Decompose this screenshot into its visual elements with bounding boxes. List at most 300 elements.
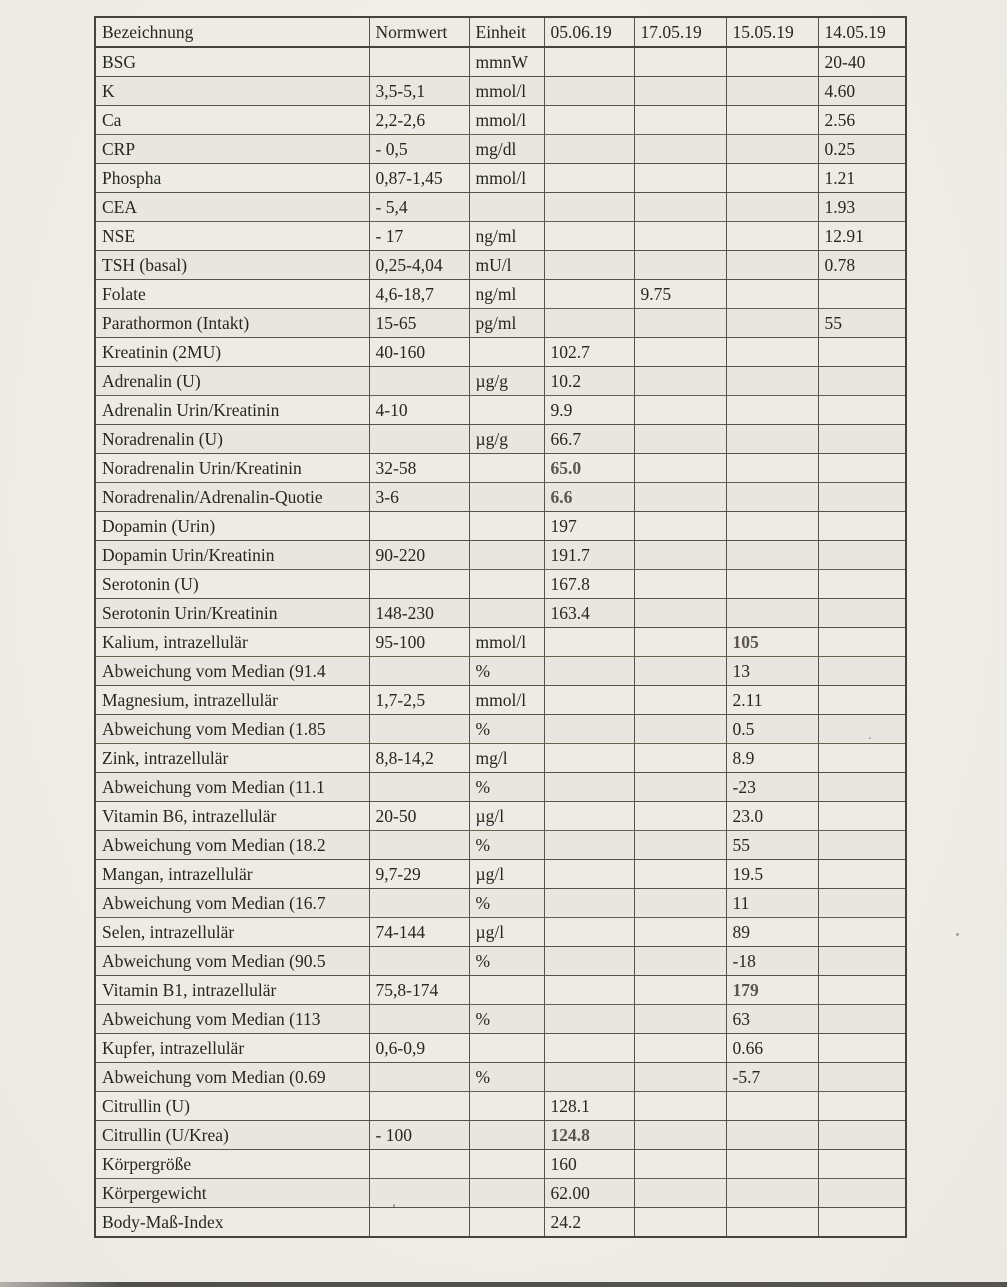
table-row [95,686,906,715]
table-row [95,483,906,512]
value-cell [726,1179,818,1208]
value-cell [544,1063,634,1092]
value-cell [369,47,469,77]
value-cell [726,570,818,599]
value-cell: 0,6-0,9 [369,1034,469,1063]
parameter-name-cell: Abweichung vom Median (90.5 [95,947,369,976]
table-row [95,1179,906,1208]
value-cell [469,599,544,628]
value-cell: 13 [726,657,818,686]
value-cell: % [469,947,544,976]
value-cell [726,251,818,280]
value-cell [544,802,634,831]
value-cell [369,831,469,860]
parameter-name-cell: Adrenalin Urin/Kreatinin [95,396,369,425]
value-cell [818,657,906,686]
value-cell: % [469,657,544,686]
value-cell [726,396,818,425]
header-row [95,17,906,47]
table-row [95,251,906,280]
value-cell: mU/l [469,251,544,280]
parameter-name-cell: Citrullin (U) [95,1092,369,1121]
parameter-name-cell: Serotonin (U) [95,570,369,599]
value-cell: 102.7 [544,338,634,367]
value-cell [634,541,726,570]
value-cell: - 100 [369,1121,469,1150]
value-cell [818,599,906,628]
value-cell [818,396,906,425]
value-cell: % [469,773,544,802]
column-header: Bezeichnung [95,17,369,47]
value-cell [634,686,726,715]
table-row [95,1092,906,1121]
value-cell: -23 [726,773,818,802]
value-cell [634,889,726,918]
value-cell: 9.75 [634,280,726,309]
value-cell: 12.91 [818,222,906,251]
value-cell [634,454,726,483]
value-cell [544,715,634,744]
value-cell: 32-58 [369,454,469,483]
value-cell: 2,2-2,6 [369,106,469,135]
table-row [95,1150,906,1179]
value-cell: 0.66 [726,1034,818,1063]
value-cell: 55 [726,831,818,860]
value-cell [818,889,906,918]
value-cell [634,773,726,802]
parameter-name-cell: Parathormon (Intakt) [95,309,369,338]
value-cell: µg/l [469,860,544,889]
value-cell: 4.60 [818,77,906,106]
parameter-name-cell: Abweichung vom Median (16.7 [95,889,369,918]
value-cell [369,1092,469,1121]
parameter-name-cell: Abweichung vom Median (91.4 [95,657,369,686]
value-cell [469,1034,544,1063]
value-cell: µg/g [469,425,544,454]
value-cell [544,251,634,280]
value-cell [469,338,544,367]
table-row [95,1063,906,1092]
parameter-name-cell: Ca [95,106,369,135]
table-row [95,309,906,338]
value-cell: 55 [818,309,906,338]
column-header: 15.05.19 [726,17,818,47]
value-cell [634,338,726,367]
parameter-name-cell: Abweichung vom Median (113 [95,1005,369,1034]
value-cell [634,425,726,454]
value-cell [469,1092,544,1121]
column-header: 17.05.19 [634,17,726,47]
parameter-name-cell: Noradrenalin Urin/Kreatinin [95,454,369,483]
value-cell [469,193,544,222]
value-cell [818,686,906,715]
value-cell [726,135,818,164]
parameter-name-cell: Zink, intrazellulär [95,744,369,773]
parameter-name-cell: Noradrenalin/Adrenalin-Quotie [95,483,369,512]
parameter-name-cell: Magnesium, intrazellulär [95,686,369,715]
value-cell [634,1121,726,1150]
value-cell [469,570,544,599]
value-cell [726,541,818,570]
table-row [95,106,906,135]
value-cell: mmol/l [469,628,544,657]
value-cell [634,628,726,657]
value-cell: µg/g [469,367,544,396]
value-cell: 1.21 [818,164,906,193]
value-cell [544,47,634,77]
value-cell [634,309,726,338]
value-cell [469,396,544,425]
value-cell [726,1092,818,1121]
column-header: 05.06.19 [544,17,634,47]
value-cell: 11 [726,889,818,918]
value-cell [818,802,906,831]
table-row [95,164,906,193]
value-cell [818,280,906,309]
value-cell [634,657,726,686]
value-cell: µg/l [469,802,544,831]
value-cell [634,193,726,222]
value-cell: -18 [726,947,818,976]
value-cell [726,280,818,309]
value-cell: µg/l [469,918,544,947]
parameter-name-cell: Abweichung vom Median (11.1 [95,773,369,802]
value-cell [469,541,544,570]
value-cell: 15-65 [369,309,469,338]
value-cell [818,860,906,889]
value-cell [634,947,726,976]
parameter-name-cell: Vitamin B1, intrazellulär [95,976,369,1005]
column-header: 14.05.19 [818,17,906,47]
value-cell: 197 [544,512,634,541]
value-cell: 3-6 [369,483,469,512]
value-cell: 90-220 [369,541,469,570]
value-cell [726,193,818,222]
value-cell [818,947,906,976]
parameter-name-cell: Vitamin B6, intrazellulär [95,802,369,831]
table-row [95,512,906,541]
value-cell [818,1092,906,1121]
value-cell: 9.9 [544,396,634,425]
value-cell: - 5,4 [369,193,469,222]
table-row [95,860,906,889]
value-cell: 3,5-5,1 [369,77,469,106]
parameter-name-cell: Adrenalin (U) [95,367,369,396]
table-row [95,77,906,106]
table-row [95,831,906,860]
value-cell [726,454,818,483]
table-row [95,599,906,628]
table-header [95,17,906,47]
parameter-name-cell: Kalium, intrazellulär [95,628,369,657]
lab-results-table [94,16,907,1238]
value-cell [726,338,818,367]
value-cell: 4-10 [369,396,469,425]
value-cell [544,280,634,309]
value-cell [544,889,634,918]
value-cell [634,1005,726,1034]
value-cell: 62.00 [544,1179,634,1208]
value-cell [469,454,544,483]
value-cell: 128.1 [544,1092,634,1121]
table-row [95,744,906,773]
value-cell [634,77,726,106]
value-cell [726,1150,818,1179]
table-row [95,1121,906,1150]
value-cell [634,599,726,628]
table-row [95,773,906,802]
value-cell: 20-50 [369,802,469,831]
parameter-name-cell: Abweichung vom Median (0.69 [95,1063,369,1092]
scanner-edge-shadow [0,1282,1007,1287]
value-cell [818,454,906,483]
table-row [95,947,906,976]
table-row [95,1005,906,1034]
value-cell [634,918,726,947]
value-cell [818,1063,906,1092]
value-cell [634,222,726,251]
parameter-name-cell: Körpergewicht [95,1179,369,1208]
value-cell: mmol/l [469,686,544,715]
value-cell: 0.25 [818,135,906,164]
value-cell [726,1208,818,1238]
value-cell: 191.7 [544,541,634,570]
value-cell [369,1179,469,1208]
parameter-name-cell: Dopamin Urin/Kreatinin [95,541,369,570]
value-cell: 75,8-174 [369,976,469,1005]
value-cell: mmol/l [469,77,544,106]
value-cell [634,47,726,77]
value-cell [634,164,726,193]
value-cell: - 0,5 [369,135,469,164]
table-row [95,338,906,367]
table-row [95,425,906,454]
value-cell: 8.9 [726,744,818,773]
scan-speck [393,1204,395,1208]
column-header: Normwert [369,17,469,47]
value-cell [369,425,469,454]
value-cell: 6.6 [544,483,634,512]
parameter-name-cell: Serotonin Urin/Kreatinin [95,599,369,628]
value-cell [818,744,906,773]
parameter-name-cell: NSE [95,222,369,251]
value-cell [818,1208,906,1238]
value-cell [726,77,818,106]
value-cell: 40-160 [369,338,469,367]
table-row [95,396,906,425]
value-cell: % [469,889,544,918]
value-cell [544,628,634,657]
value-cell: 2.11 [726,686,818,715]
value-cell [726,425,818,454]
table-row [95,628,906,657]
value-cell: 4,6-18,7 [369,280,469,309]
value-cell [634,1150,726,1179]
table-row [95,47,906,77]
value-cell [726,106,818,135]
value-cell [544,193,634,222]
table-row [95,541,906,570]
value-cell [726,367,818,396]
value-cell: mg/dl [469,135,544,164]
value-cell [726,599,818,628]
value-cell [469,1121,544,1150]
value-cell: 0,25-4,04 [369,251,469,280]
parameter-name-cell: Noradrenalin (U) [95,425,369,454]
value-cell [634,1092,726,1121]
value-cell [469,1150,544,1179]
value-cell: % [469,1063,544,1092]
value-cell [544,164,634,193]
value-cell: 0.5 [726,715,818,744]
parameter-name-cell: Kupfer, intrazellulär [95,1034,369,1063]
value-cell [469,512,544,541]
value-cell [369,715,469,744]
value-cell [634,802,726,831]
value-cell [469,483,544,512]
value-cell [544,686,634,715]
value-cell: 9,7-29 [369,860,469,889]
value-cell [369,773,469,802]
table-row [95,193,906,222]
value-cell [634,135,726,164]
table-row [95,918,906,947]
value-cell: 8,8-14,2 [369,744,469,773]
value-cell: 63 [726,1005,818,1034]
value-cell [369,1005,469,1034]
value-cell: mmnW [469,47,544,77]
value-cell [818,1034,906,1063]
value-cell [544,222,634,251]
value-cell [726,1121,818,1150]
value-cell [544,831,634,860]
value-cell [369,1208,469,1238]
value-cell [369,947,469,976]
value-cell [818,628,906,657]
value-cell [818,425,906,454]
value-cell: 19.5 [726,860,818,889]
value-cell [544,77,634,106]
value-cell: % [469,715,544,744]
value-cell: 163.4 [544,599,634,628]
parameter-name-cell: Selen, intrazellulär [95,918,369,947]
value-cell: % [469,1005,544,1034]
value-cell [634,570,726,599]
value-cell [634,396,726,425]
value-cell [818,918,906,947]
value-cell: pg/ml [469,309,544,338]
value-cell [634,1179,726,1208]
value-cell [544,657,634,686]
value-cell [818,976,906,1005]
table-row [95,1034,906,1063]
value-cell [634,1034,726,1063]
value-cell [634,831,726,860]
value-cell: 89 [726,918,818,947]
parameter-name-cell: Phospha [95,164,369,193]
value-cell [726,47,818,77]
value-cell: % [469,831,544,860]
value-cell: 179 [726,976,818,1005]
value-cell: 24.2 [544,1208,634,1238]
table-row [95,657,906,686]
value-cell [634,512,726,541]
value-cell: 1,7-2,5 [369,686,469,715]
value-cell [726,512,818,541]
value-cell: 160 [544,1150,634,1179]
value-cell [726,164,818,193]
value-cell [818,773,906,802]
value-cell [544,860,634,889]
value-cell [818,715,906,744]
value-cell: 0.78 [818,251,906,280]
value-cell [634,744,726,773]
value-cell: mg/l [469,744,544,773]
value-cell: - 17 [369,222,469,251]
value-cell [544,744,634,773]
parameter-name-cell: Körpergröße [95,1150,369,1179]
value-cell: -5.7 [726,1063,818,1092]
value-cell [369,657,469,686]
value-cell [544,309,634,338]
table-row [95,367,906,396]
value-cell: mmol/l [469,106,544,135]
value-cell [634,1208,726,1238]
table-row [95,570,906,599]
table-body [95,47,906,1237]
value-cell: mmol/l [469,164,544,193]
parameter-name-cell: Dopamin (Urin) [95,512,369,541]
parameter-name-cell: Folate [95,280,369,309]
value-cell [544,773,634,802]
table-row [95,802,906,831]
value-cell [634,367,726,396]
value-cell [726,222,818,251]
parameter-name-cell: BSG [95,47,369,77]
parameter-name-cell: Kreatinin (2MU) [95,338,369,367]
value-cell: 1.93 [818,193,906,222]
table-row [95,135,906,164]
value-cell: 2.56 [818,106,906,135]
value-cell: 66.7 [544,425,634,454]
table-row [95,280,906,309]
value-cell [726,483,818,512]
value-cell: 65.0 [544,454,634,483]
table-row [95,1208,906,1238]
value-cell [818,570,906,599]
table-row [95,976,906,1005]
value-cell [634,976,726,1005]
column-header: Einheit [469,17,544,47]
value-cell [634,715,726,744]
value-cell [818,1150,906,1179]
value-cell: ng/ml [469,280,544,309]
parameter-name-cell: Abweichung vom Median (1.85 [95,715,369,744]
parameter-name-cell: TSH (basal) [95,251,369,280]
parameter-name-cell: CEA [95,193,369,222]
scan-speck [869,737,871,739]
value-cell [544,976,634,1005]
parameter-name-cell: Abweichung vom Median (18.2 [95,831,369,860]
value-cell: ng/ml [469,222,544,251]
value-cell: 10.2 [544,367,634,396]
parameter-name-cell: K [95,77,369,106]
value-cell [369,1063,469,1092]
scan-speck [956,933,959,936]
value-cell [544,135,634,164]
value-cell [369,1150,469,1179]
value-cell: 105 [726,628,818,657]
